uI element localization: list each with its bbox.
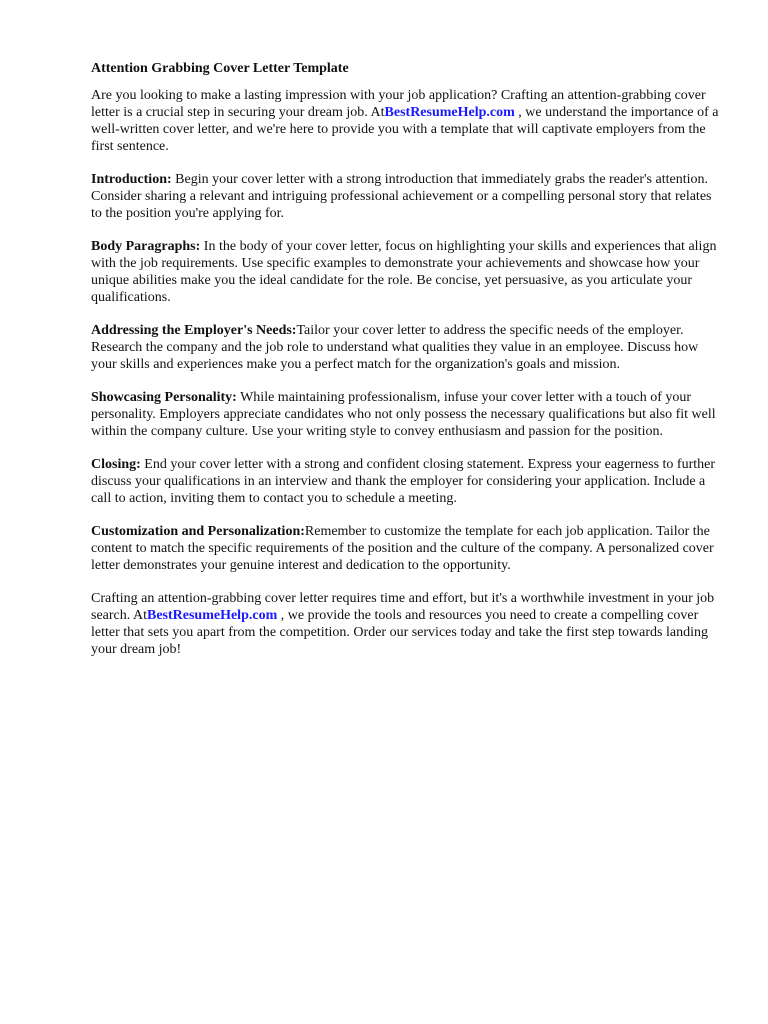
document-title: Attention Grabbing Cover Letter Template <box>91 61 349 76</box>
section-text: Tailor your cover letter to address the specific needs of the employer. Research the company and the job role to understand what qualities they value in an employee. Discuss how your skills and experiences make you a perfect match for the organization's goals and mission. <box>91 323 699 372</box>
section-body-paragraphs <box>91 238 721 306</box>
section-closing <box>91 456 721 507</box>
document-page <box>91 60 721 674</box>
section-text: In the body of your cover letter, focus on highlighting your skills and experiences that align with the job requirements. Use specific examples to demonstrate your achievements and showcase how your unique abilities make you the ideal candidate for the role. Be concise, yet persuasive, as you articulate your qualifications. <box>91 239 717 305</box>
section-heading: Body Paragraphs: <box>91 239 201 254</box>
section-text: Remember to customize the template for each job application. Tailor the content to match the specific requirements of the position and the culture of the company. A personalized cover letter demonstrates your genuine interest and dedication to the opportunity. <box>91 524 714 573</box>
intro-text-after: , we understand the importance of a well-written cover letter, and we're here to provide you with a template that will captivate employers from the first sentence. <box>91 105 719 154</box>
closing-text-before: Crafting an attention-grabbing cover letter requires time and effort, but it's a worthwhile investment in your job search. At <box>91 591 715 623</box>
section-showcasing-personality <box>91 389 721 440</box>
section-text: End your cover letter with a strong and confident closing statement. Express your eagerness to further discuss your qualifications in an interview and thank the employer for considering your application. Include a call to action, inviting them to contact you to schedule a meeting. <box>91 457 716 506</box>
section-heading: Addressing the Employer's Needs: <box>91 323 297 338</box>
closing-paragraph <box>91 590 721 658</box>
intro-website-link[interactable]: BestResumeHelp.com <box>384 105 515 120</box>
closing-text-after: , we provide the tools and resources you need to create a compelling cover letter that sets you apart from the competition. Order our services today and take the first step towards landing your dream job! <box>91 608 708 657</box>
section-heading: Introduction: <box>91 172 172 187</box>
section-introduction <box>91 171 721 222</box>
section-heading: Showcasing Personality: <box>91 390 237 405</box>
section-employer-needs <box>91 322 721 373</box>
intro-paragraph <box>91 87 721 155</box>
section-heading: Closing: <box>91 457 141 472</box>
closing-website-link[interactable]: BestResumeHelp.com <box>146 608 278 623</box>
intro-text-before: Are you looking to make a lasting impression with your job application? Crafting an attention-grabbing cover letter is a crucial step in securing your dream job. At <box>91 88 706 120</box>
section-text: While maintaining professionalism, infuse your cover letter with a touch of your personality. Employers appreciate candidates who not only possess the necessary qualifications but also fit well within the company culture. Use your writing style to convey enthusiasm and passion for the position. <box>91 390 716 439</box>
section-heading: Customization and Personalization: <box>91 524 305 539</box>
section-text: Begin your cover letter with a strong introduction that immediately grabs the reader's attention. Consider sharing a relevant and intriguing professional achievement or a compelling personal story that relates to the position you're applying for. <box>91 172 712 221</box>
section-customization <box>91 523 721 574</box>
